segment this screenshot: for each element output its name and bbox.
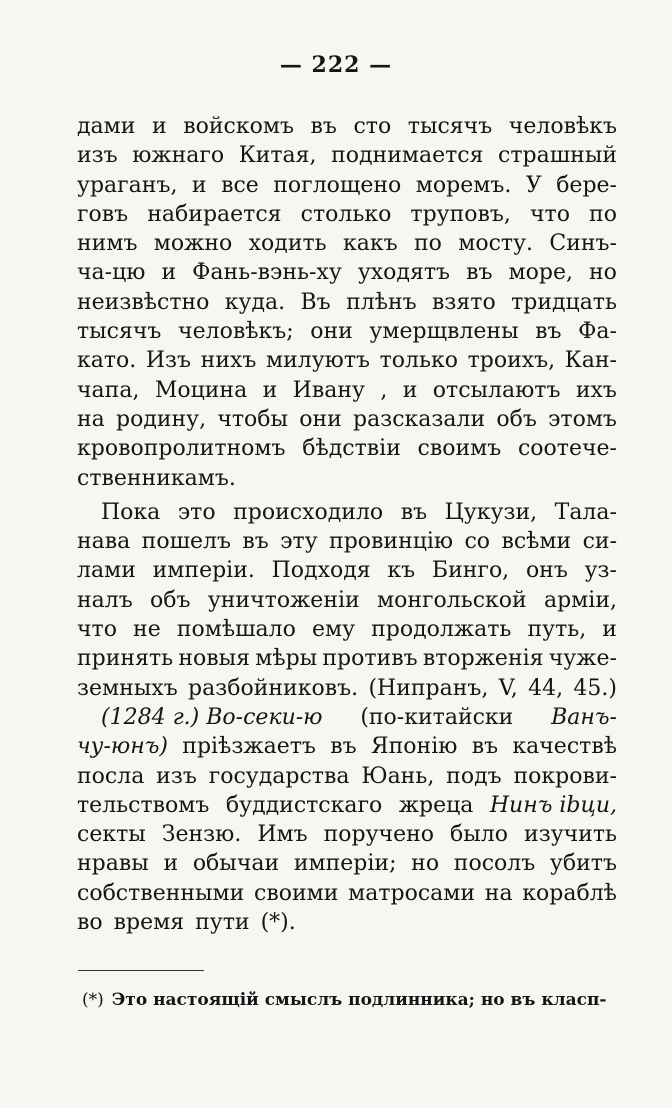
word: войскомъ [183,114,294,139]
text-line [77,464,617,493]
word: Ванъ- [551,704,617,730]
word: поручено [323,822,435,848]
word: секты [77,822,146,848]
word: имперіи. [152,558,255,584]
word: жреца [398,792,474,818]
text-line [77,820,617,849]
text-line [77,732,617,761]
word: но [411,851,440,877]
word: лами [77,558,136,584]
word: кораблѣ [522,880,617,906]
word: куда. [224,289,286,315]
word: неизвѣстно [77,289,210,315]
word: уничтоженіи [207,587,360,613]
word: Фа- [578,319,617,345]
word: столько [300,201,392,227]
word: что [77,617,117,643]
word: продолжать [371,617,512,643]
text-line [77,346,617,375]
word: Имъ [257,822,308,848]
word: Синъ- [549,231,617,257]
text-line [77,644,617,673]
word: государства [208,763,350,789]
text-line [77,200,617,229]
text-line [77,879,617,908]
word: Пока [101,499,161,525]
word: труповъ, [410,201,511,227]
word: они [299,406,342,432]
word: ему [311,617,356,643]
word: земныхъ [77,675,178,701]
text-line [77,112,617,141]
text-line [77,527,617,556]
word: объ [496,406,537,432]
word: это [177,499,216,525]
word: и [152,114,167,139]
word: пути [195,910,250,936]
text-line [77,141,617,170]
text-line [77,229,617,258]
word: имперіи; [293,851,397,877]
word: чу-юнъ) [77,734,168,760]
word: Подходя [271,558,371,584]
word: , [380,377,388,403]
text-line [77,762,617,791]
word: тридцать [511,289,617,315]
word: матросами [348,880,476,906]
word: время [113,910,185,936]
word: что [529,201,570,227]
word: уходятъ [357,260,451,286]
word: (по-китайски [360,704,514,730]
word: въ [400,499,428,525]
word: поглощено [273,172,402,198]
word: (*). [260,910,296,936]
word: тысячъ [77,319,162,345]
text-line [77,171,617,200]
word: кровопролитномъ [77,436,286,462]
word: изучить [524,822,617,848]
footnote [82,990,622,1010]
word: (Нипранъ, [368,675,489,701]
word: Въ [300,289,331,315]
word: въ [242,529,269,555]
word: въ [535,319,562,345]
text-line [77,258,617,287]
word: въ [330,734,357,760]
word: въ [471,734,499,760]
word: покрови- [513,763,617,789]
word: моремъ. [415,172,512,198]
word: набирается [147,201,282,227]
text-line [77,849,617,878]
word: разбойниковъ. [188,675,359,701]
word: (1284 г.) Во-секи-ю [101,704,323,730]
footnote-marker: (*) [82,990,104,1010]
word: V, [498,675,518,701]
word: Фань-вэнь-ху [192,260,342,286]
word: Цукузи, [444,499,538,525]
word: Ивану [292,377,365,403]
word: они [310,319,353,345]
word: дами [77,114,136,139]
footnote-divider [78,970,204,971]
word: онъ [525,558,568,584]
word: качествѣ [512,734,617,760]
word: провинцію [329,529,454,555]
word: нава [77,529,131,555]
word: чтобы [217,406,289,432]
text-line [77,288,617,317]
word: чуже- [548,646,617,672]
text-line [77,317,617,346]
text-line [77,405,617,434]
word: во [77,910,103,936]
word: на [484,880,513,906]
word: въ [466,260,493,286]
word: какъ [343,231,398,257]
word: посла [77,763,145,789]
word: Нинъ ibци, [489,792,617,818]
word: къ [387,558,416,584]
word: все [221,172,259,198]
word: взято [432,289,496,315]
word: буддистскаго [225,792,383,818]
word: обычаи [192,851,280,877]
word: 45.) [573,675,617,701]
word: было [450,822,509,848]
word: ихъ [575,377,617,403]
word: тысячъ [407,114,493,139]
word: южнаго [132,143,225,169]
word: по [413,231,442,257]
word: новыя [178,646,250,672]
word: можно [153,231,233,257]
text-line [77,615,617,644]
text-line [77,376,617,405]
word: нравы [77,851,149,877]
word: подъ [446,763,502,789]
word: убитъ [549,851,617,877]
word: Моцина [154,377,248,403]
word: только [379,348,458,374]
word: разсказали [353,406,486,432]
word: и [402,377,418,403]
word: принять [77,646,174,672]
word: и [161,260,177,286]
word: объ [150,587,191,613]
word: не [133,617,161,643]
word: ходить [248,231,327,257]
word: мѣры [255,646,318,672]
word: Юань, [361,763,435,789]
word: монгольской [376,587,527,613]
word: изъ [77,143,118,169]
word: Кан- [564,348,617,374]
word: плѣнъ [346,289,417,315]
word: Японію [370,734,458,760]
word: уз- [584,558,617,584]
word: като. [77,348,137,374]
text-line [77,586,617,615]
text-line [77,908,617,937]
word: мосту. [458,231,534,257]
word: У [525,172,542,198]
word: налъ [77,587,133,613]
text-line [77,498,617,527]
word: соотече- [517,436,617,462]
text-line [77,556,617,585]
text-line [77,674,617,703]
word: этомъ [548,406,617,432]
word: тельствомъ [77,792,210,818]
word: Тала- [554,499,617,525]
word: но [589,260,617,286]
text-line [77,703,617,732]
word: въ [310,114,337,139]
text-line [77,434,617,463]
word: троихъ, [467,348,556,374]
word: говъ [77,201,129,227]
word: ча-цю [77,260,146,286]
word: Изъ [145,348,192,374]
word: эту [280,529,318,555]
word: и [191,172,207,198]
word: и [602,617,617,643]
word: путь, [527,617,587,643]
word: на [77,406,105,432]
body-text [77,112,617,937]
word: человѣкъ; [178,319,294,345]
word: и [262,377,278,403]
word: сто [353,114,392,139]
word: своимъ [417,436,502,462]
word: бѣдствіи [302,436,401,462]
word: по [589,201,617,227]
footnote-text: Это настоящій смыслъ подлинника; но въ класп- [111,990,607,1010]
word: изъ [156,763,197,789]
word: и [163,851,179,877]
word: 44, [528,675,564,701]
word: пріѣзжаетъ [182,734,316,760]
word: происходило [233,499,384,525]
word: родину, [115,406,207,432]
word: всѣми [501,529,572,555]
word: своими [254,880,339,906]
page-number: — 222 — [279,52,393,78]
word: человѣкъ [508,114,617,139]
word: вторженія [422,646,544,672]
word: милуютъ [265,348,371,374]
word: море, [508,260,573,286]
word: нихъ [200,348,257,374]
word: помѣшало [176,617,296,643]
word: пошелъ [141,529,232,555]
word: собственными [77,880,245,906]
word: противъ [322,646,418,672]
text-line [77,791,617,820]
word: поднимается [331,143,484,169]
word: умерщвлены [369,319,519,345]
word: ураганъ, [77,172,178,198]
word: посолъ [453,851,536,877]
word: Бинго, [431,558,510,584]
word: си- [582,529,617,555]
word: арміи, [543,587,617,613]
word: нимъ [77,231,138,257]
word: чапа, [77,377,140,403]
word: отсылаютъ [432,377,561,403]
word: со [464,529,491,555]
word: Китая, [238,143,317,169]
word: Зензю. [161,822,242,848]
word: бере- [556,172,617,198]
word: ственникамъ. [77,465,236,491]
word: страшный [498,143,617,169]
